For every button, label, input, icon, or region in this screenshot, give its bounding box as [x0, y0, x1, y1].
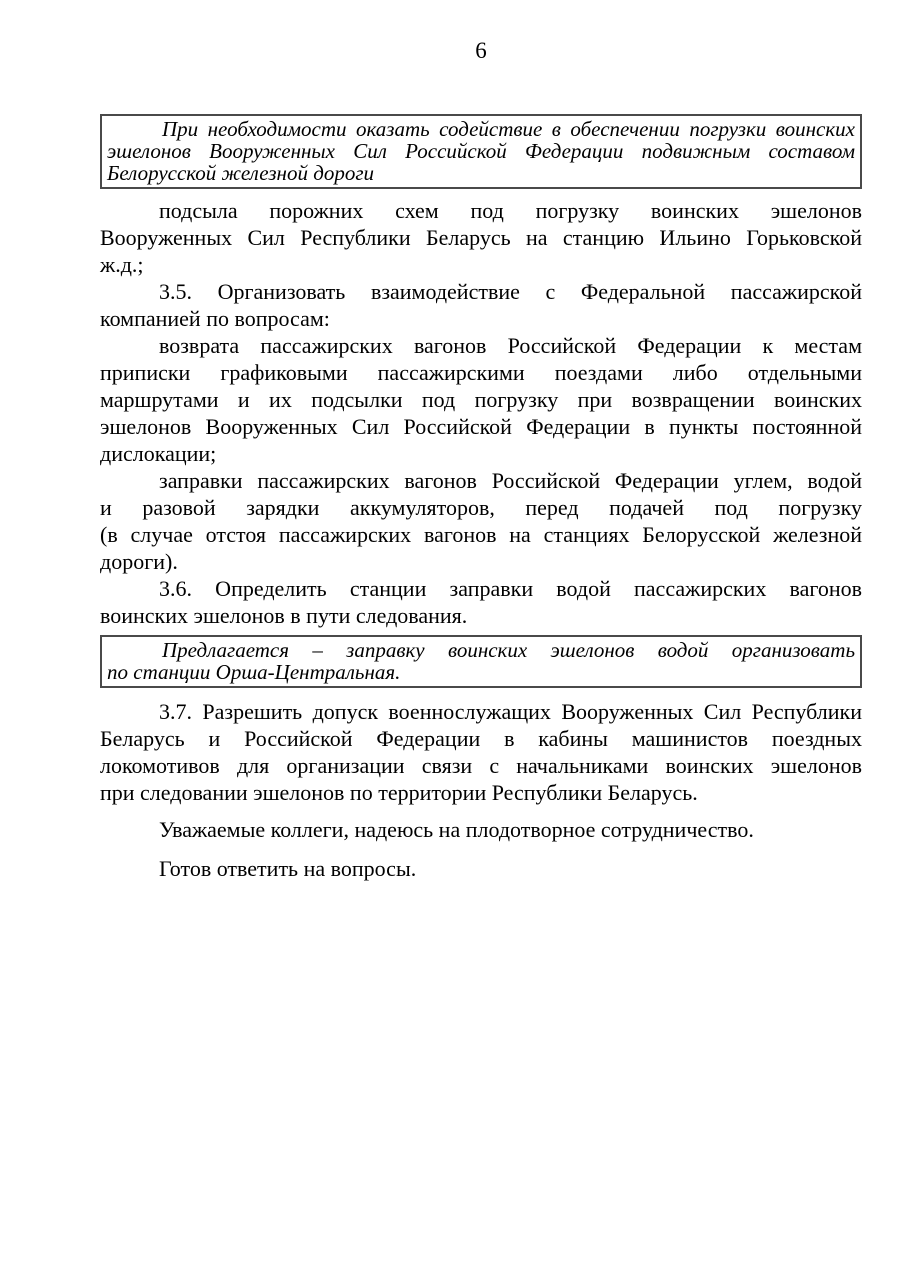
text-line: подсыла порожних схем под погрузку воинских эшелонов [159, 198, 862, 223]
text-line: возврата пассажирских вагонов Российской Федерации к местам [159, 333, 862, 358]
text-line: заправки пассажирских вагонов Российской Федерации углем, водой [159, 468, 862, 493]
text-line: 3.5. Организовать взаимодействие с Федеральной пассажирской [159, 279, 862, 304]
paragraph-3-6 [100, 575, 862, 629]
text-line: воинских эшелонов в пути следования. [100, 603, 468, 628]
text-line: Готов ответить на вопросы. [159, 856, 417, 881]
text-line: компанией по вопросам: [100, 306, 330, 331]
text-line: маршрутами и их подсылки под погрузку при возвращении воинских [100, 387, 862, 412]
page-number: 6 [475, 38, 487, 63]
text-line: Беларусь и Российской Федерации в кабины машинистов поездных [100, 726, 862, 751]
text-line: ж.д.; [100, 252, 144, 277]
paragraph-ready [100, 855, 862, 882]
paragraph-3-5 [100, 278, 862, 332]
text-line: при следовании эшелонов по территории Республики Беларусь. [100, 780, 698, 805]
paragraph-colleagues [100, 816, 862, 843]
note-box-assistance-loading [100, 114, 862, 189]
text-line: Предлагается – заправку воинских эшелонов водой организовать [162, 638, 855, 662]
text-line: 3.7. Разрешить допуск военнослужащих Вооруженных Сил Республики [159, 699, 862, 724]
paragraph-podsyla [100, 197, 862, 278]
text-line: дислокации; [100, 441, 217, 466]
text-line: локомотивов для организации связи с начальниками воинских эшелонов [100, 753, 862, 778]
text-line: дороги). [100, 549, 178, 574]
paragraph-vozvrata [100, 332, 862, 467]
text-line: 3.6. Определить станции заправки водой пассажирских вагонов [159, 576, 862, 601]
paragraph-zapravki [100, 467, 862, 575]
paragraph-3-7 [100, 698, 862, 806]
text-line: При необходимости оказать содействие в обеспечении погрузки воинских [162, 117, 855, 141]
text-line: по станции Орша-Центральная. [107, 660, 401, 684]
text-line: эшелонов Вооруженных Сил Российской Федерации подвижным составом [107, 139, 855, 163]
text-line: Вооруженных Сил Республики Беларусь на станцию Ильино Горьковской [100, 225, 862, 250]
text-line: и разовой зарядки аккумуляторов, перед подачей под погрузку [100, 495, 862, 520]
text-line: эшелонов Вооруженных Сил Российской Федерации в пункты постоянной [100, 414, 862, 439]
text-line: Уважаемые коллеги, надеюсь на плодотворное сотрудничество. [159, 817, 754, 842]
text-line: приписки графиковыми пассажирскими поездами либо отдельными [100, 360, 862, 385]
text-line: (в случае отстоя пассажирских вагонов на станциях Белорусской железной [100, 522, 862, 547]
text-line: Белорусской железной дороги [107, 161, 375, 185]
note-box-orsha-central [100, 635, 862, 688]
